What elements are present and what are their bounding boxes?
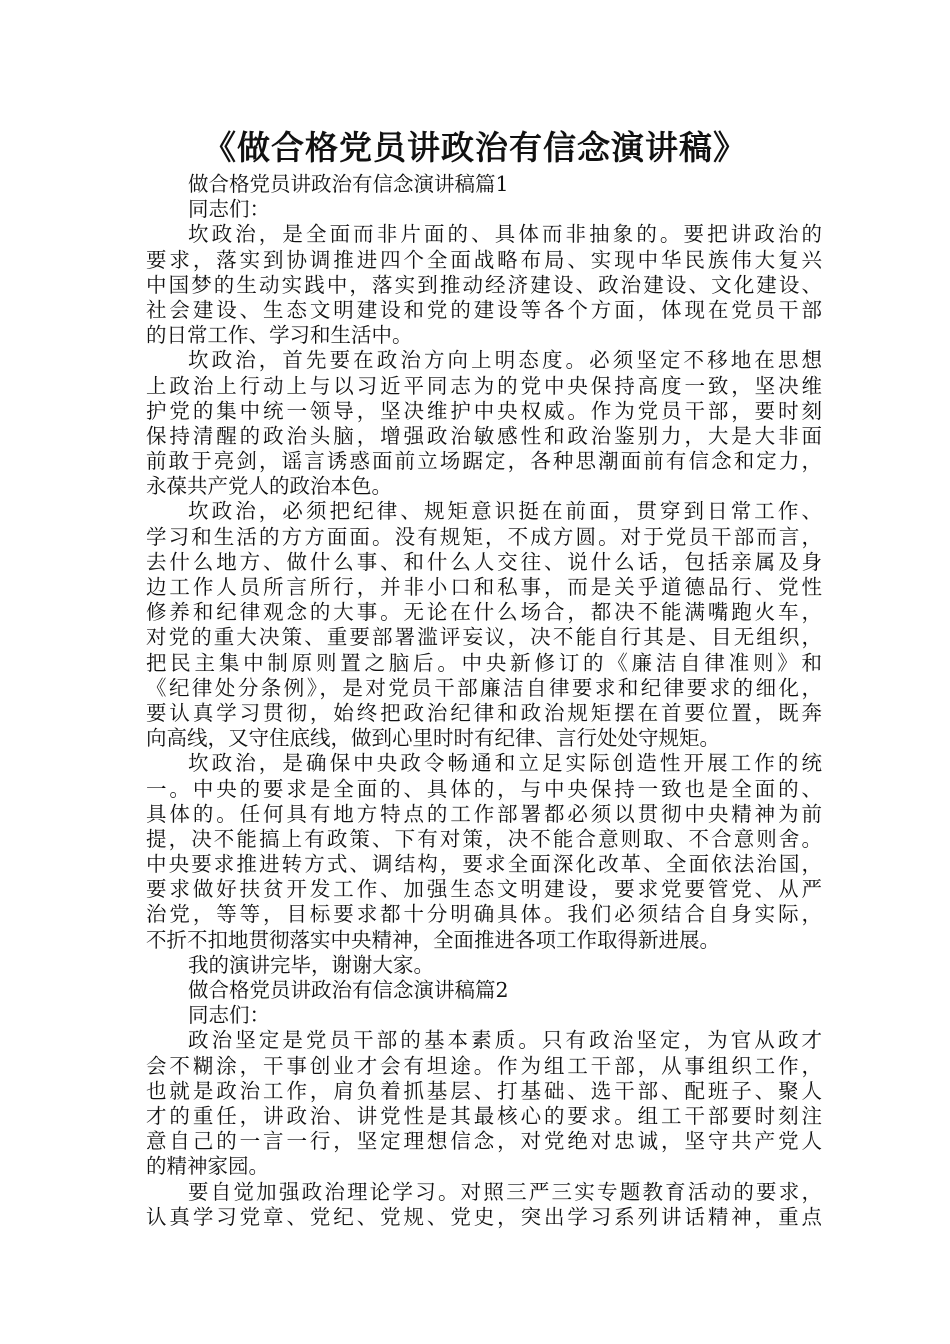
text-line: 《纪律处分条例》，是对党员干部廉洁自律要求和纪律要求的细化， — [146, 675, 822, 700]
text-line: 中国梦的生动实践中，落实到推动经济建设、政治建设、文化建设、 — [146, 272, 822, 297]
text-line: 做合格党员讲政治有信念演讲稿篇1 — [188, 172, 509, 196]
text-line: 提，决不能搞上有政策、下有对策，决不能合意则取、不合意则舍。 — [146, 826, 822, 851]
text-line: 的精神家园。 — [146, 1154, 269, 1179]
document-title: 《做合格党员讲政治有信念演讲稿》 — [203, 128, 747, 167]
text-line: 会不糊涂，干事创业才会有坦途。作为组工干部，从事组织工作， — [146, 1053, 822, 1078]
text-line: 同志们： — [188, 1003, 270, 1028]
text-line: 向高线，又守住底线，做到心里时时有纪律、言行处处守规矩。 — [146, 726, 720, 751]
text-line: 认真学习党章、党纪、党规、党史，突出学习系列讲话精神，重点 — [146, 1204, 822, 1229]
text-line: 同志们： — [188, 197, 270, 222]
text-line: 坎政治，是确保中央政令畅通和立足实际创造性开展工作的统 — [188, 751, 822, 776]
text-line: 做合格党员讲政治有信念演讲稿篇2 — [188, 978, 509, 1002]
text-line: 前敢于亮剑，谣言诱惑面前立场踞定，各种思潮面前有信念和定力， — [146, 449, 822, 474]
text-line: 修养和纪律观念的大事。无论在什么场合，都决不能满嘴跑火车， — [146, 600, 822, 625]
text-line: 上政治上行动上与以习近平同志为的党中央保持高度一致，坚决维 — [146, 373, 822, 398]
text-line: 社会建设、生态文明建设和党的建设等各个方面，体现在党员干部 — [146, 297, 822, 322]
text-line: 边工作人员所言所行，并非小口和私事，而是关乎道德品行、党性 — [146, 575, 822, 599]
text-line: 意自己的一言一行，坚定理想信念，对党绝对忠诚，坚守共产党人 — [146, 1129, 822, 1154]
text-line: 永葆共产党人的政治本色。 — [146, 474, 392, 499]
text-line: 要求，落实到协调推进四个全面战略布局、实现中华民族伟大复兴 — [146, 247, 822, 272]
text-line: 坎政治，是全面而非片面的、具体而非抽象的。要把讲政治的 — [188, 222, 822, 247]
text-line: 才的重任，讲政治、讲党性是其最核心的要求。组工干部要时刻注 — [146, 1103, 822, 1128]
text-line: 保持清醒的政治头脑，增强政治敏感性和政治鉴别力，大是大非面 — [146, 423, 822, 448]
text-line: 去什么地方、做什么事、和什么人交往、说什么话，包括亲属及身 — [146, 549, 822, 574]
text-line: 政治坚定是党员干部的基本素质。只有政治坚定，为官从政才 — [188, 1028, 822, 1053]
text-line: 坎政治，首先要在政治方向上明态度。必须坚定不移地在思想 — [188, 348, 822, 373]
text-line: 一。中央的要求是全面的、具体的，与中央保持一致也是全面的、 — [146, 776, 822, 801]
text-line: 的日常工作、学习和生活中。 — [146, 323, 413, 348]
text-line: 对党的重大决策、重要部署滥评妄议，决不能自行其是、目无组织， — [146, 625, 822, 650]
document-body — [146, 172, 822, 1230]
text-line: 要认真学习贯彻，始终把政治纪律和政治规矩摆在首要位置，既奔 — [146, 700, 822, 725]
text-line: 不折不扣地贯彻落实中央精神，全面推进各项工作取得新进展。 — [146, 927, 720, 952]
text-line: 具体的。任何具有地方特点的工作部署都必须以贯彻中央精神为前 — [146, 801, 822, 826]
text-line: 要自觉加强政治理论学习。对照三严三实专题教育活动的要求， — [188, 1179, 822, 1204]
text-line: 治党，等等，目标要求都十分明确具体。我们必须结合自身实际， — [146, 902, 822, 927]
text-line: 护党的集中统一领导，坚决维护中央权威。作为党员干部，要时刻 — [146, 398, 822, 423]
text-line: 把民主集中制原则置之脑后。中央新修订的《廉洁自律准则》和 — [146, 650, 822, 675]
text-line: 坎政治，必须把纪律、规矩意识挺在前面，贯穿到日常工作、 — [188, 499, 822, 524]
text-line: 中央要求推进转方式、调结构，要求全面深化改革、全面依法治国， — [146, 852, 822, 877]
text-line: 学习和生活的方方面面。没有规矩，不成方圆。对于党员干部而言， — [146, 524, 822, 549]
text-line: 要求做好扶贫开发工作、加强生态文明建设，要求党要管党、从严 — [146, 877, 822, 902]
text-line: 我的演讲完毕，谢谢大家。 — [188, 952, 434, 977]
text-line: 也就是政治工作，肩负着抓基层、打基础、选干部、配班子、聚人 — [146, 1078, 822, 1103]
